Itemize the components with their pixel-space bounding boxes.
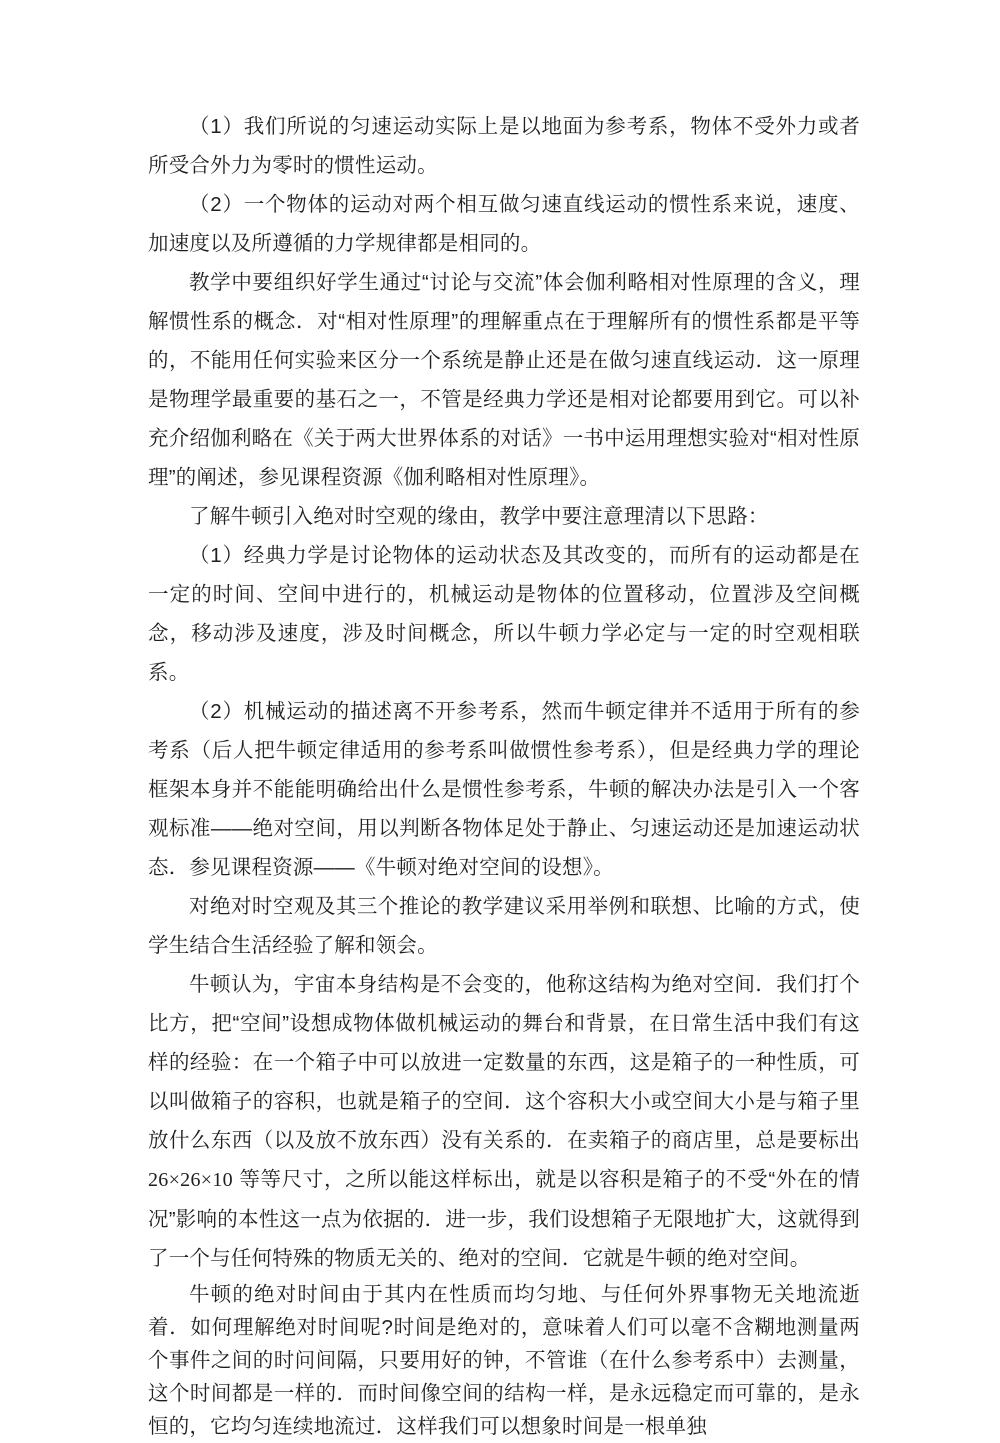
box-dimensions-value: 26×26×10 (148, 1169, 233, 1191)
paragraph-newton-absolute-time: 牛顿的绝对时间由于其内在性质而均匀地、与任何外界事物无关地流逝着．如何理解绝对时间呢?时间是绝对的，意味着人们可以毫不含糊地测量两个事件之间的时问间隔，只要用好的钟，不管谁（在什么参考系中）去测量，这个时间都是一样的．而时间像空间的结构一样，是永远稳定而可靠的，是永恒的，它均匀连续地流过．这样我们可以想象时间是一根单独 (148, 1283, 860, 1438)
paragraph-newton-intro: 了解牛顿引入绝对时空观的缘由，教学中要注意理清以下思路： (189, 505, 769, 528)
paragraph-point-1: （1）经典力学是讨论物体的运动状态及其改变的，而所有的运动都是在一定的时间、空间中进行的，机械运动是物体的位置移动，位置涉及空间概念，移动涉及速度，涉及时间概念，所以牛顿力学必定与一定的时空观相联系。 (148, 544, 860, 684)
paragraph-text-before-dimensions: 牛顿认为，宇宙本身结构是不会变的，他称这结构为绝对空间．我们打个比方，把“空间”设想成物体做机械运动的舞台和背景，在日常生活中我们有这样的经验：在一个箱子中可以放进一定数量的东西，这是箱子的一种性质，可以叫做箱子的容积，也就是箱子的空间．这个容积大小或空间大小是与箱子里放什么东西（以及放不放东西）没有关系的．在卖箱子的商店里，总是要标出 (148, 973, 860, 1152)
paragraph-teaching-galileo: 教学中要组织好学生通过“讨论与交流”体会伽利略相对性原理的含义，理解惯性系的概念．对“相对性原理”的理解重点在于理解所有的惯性系都是平等的，不能用任何实验来区分一个系统是静止还是在做匀速直线运动．这一原理是物理学最重要的基石之一，不管是经典力学还是相对论都要用到它。可以补充介绍伽利略在《关于两大世界体系的对话》一书中运用理想实验对“相对性原理”的阐述，参见课程资源《伽利略相对性原理》。 (148, 271, 860, 489)
paragraph-newton-absolute-space (148, 965, 860, 1278)
paragraph-text-after-dimensions: 等等尺寸，之所以能这样标出，就是以容积是箱子的不受“外在的情况”影响的本性这一点为依据的．进一步，我们设想箱子无限地扩大，这就得到了一个与任何特殊的物质无关的、绝对的空间．它就是牛顿的绝对空间。 (148, 1168, 860, 1270)
document-text-column (148, 107, 860, 1443)
paragraph-item-1: （1）我们所说的匀速运动实际上是以地面为参考系，物体不受外力或者所受合外力为零时的惯性运动。 (148, 115, 860, 177)
paragraph-point-2: （2）机械运动的描述离不开参考系，然而牛顿定律并不适用于所有的参考系（后人把牛顿定律适用的参考系叫做惯性参考系），但是经典力学的理论框架本身并不能能明确给出什么是惯性参考系，牛顿的解决办法是引入一个客观标准——绝对空间，用以判断各物体足处于静止、匀速运动还是加速运动状态．参见课程资源——《牛顿对绝对空间的设想》。 (148, 700, 860, 879)
paragraph-teaching-suggestion: 对绝对时空观及其三个推论的教学建议采用举例和联想、比喻的方式，使学生结合生活经验了解和领会。 (148, 895, 860, 957)
paragraph-item-2: （2）一个物体的运动对两个相互做匀速直线运动的惯性系来说，速度、加速度以及所遵循的力学规律都是相同的。 (148, 193, 860, 255)
